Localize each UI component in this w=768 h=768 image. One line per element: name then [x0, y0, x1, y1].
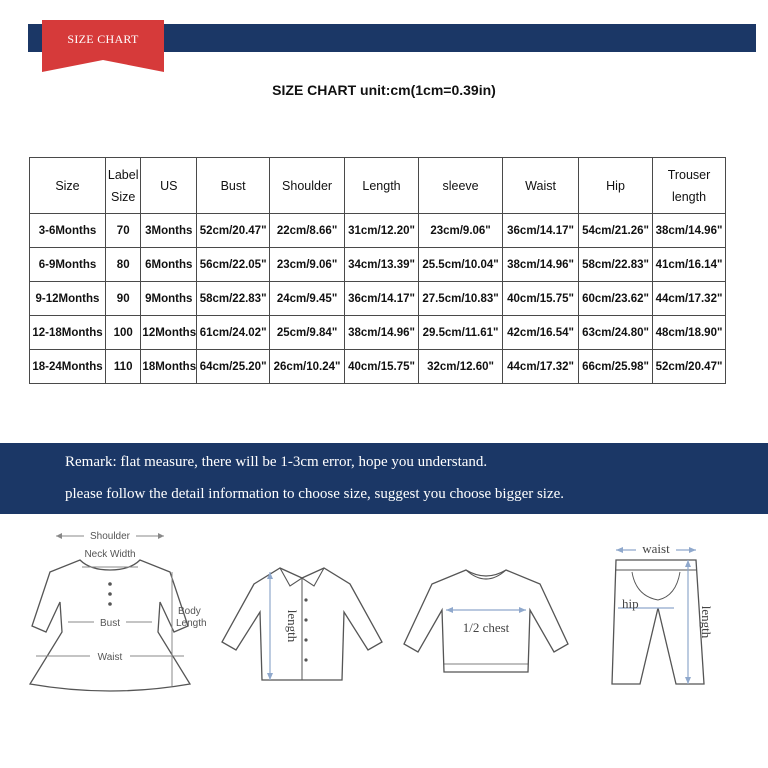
- table-cell: 24cm/9.45": [270, 282, 345, 316]
- pants-illustration: [596, 536, 726, 692]
- size-chart-ribbon: [42, 20, 164, 58]
- shirt-length-label: length: [285, 609, 300, 643]
- table-cell: 48cm/18.90": [653, 316, 726, 350]
- table-cell: 6-9Months: [30, 248, 106, 282]
- table-cell: 38cm/14.96": [345, 316, 419, 350]
- chart-title: SIZE CHART unit:cm(1cm=0.39in): [272, 82, 496, 98]
- table-cell: 12Months: [141, 316, 197, 350]
- table-cell: 38cm/14.96": [653, 214, 726, 248]
- pants-waist-label: waist: [642, 541, 670, 556]
- pants-diagram: [596, 536, 726, 692]
- table-row: [30, 282, 726, 316]
- table-cell: 34cm/13.39": [345, 248, 419, 282]
- header-label-size: Label Size: [105, 158, 140, 214]
- table-row: [30, 350, 726, 384]
- header-waist: Waist: [503, 158, 579, 214]
- table-cell: 9Months: [141, 282, 197, 316]
- ribbon-tail-shape: [42, 56, 164, 72]
- table-cell: 80: [105, 248, 140, 282]
- table-cell: 6Months: [141, 248, 197, 282]
- header-length: Length: [345, 158, 419, 214]
- table-cell: 42cm/16.54": [503, 316, 579, 350]
- shirt-illustration: [218, 556, 386, 686]
- table-cell: 18-24Months: [30, 350, 106, 384]
- header-trouser-length: Trouser length: [653, 158, 726, 214]
- sweater-chest-label: 1/2 chest: [462, 620, 510, 635]
- dress-length-label: Length: [176, 618, 207, 629]
- table-cell: 3Months: [141, 214, 197, 248]
- table-cell: 23cm/9.06": [270, 248, 345, 282]
- table-cell: 61cm/24.02": [197, 316, 270, 350]
- header-us: US: [141, 158, 197, 214]
- table-cell: 36cm/14.17": [503, 214, 579, 248]
- table-row: [30, 248, 726, 282]
- remark-line-1: Remark: flat measure, there will be 1-3cm error, hope you understand.: [65, 454, 488, 470]
- table-cell: 90: [105, 282, 140, 316]
- pants-hip-label: hip: [622, 596, 639, 611]
- dress-illustration: [20, 524, 207, 704]
- table-cell: 9-12Months: [30, 282, 106, 316]
- table-cell: 52cm/20.47": [653, 350, 726, 384]
- table-cell: 54cm/21.26": [579, 214, 653, 248]
- header-hip: Hip: [579, 158, 653, 214]
- table-cell: 23cm/9.06": [419, 214, 503, 248]
- table-row: [30, 316, 726, 350]
- size-table: [29, 157, 726, 384]
- table-cell: 26cm/10.24": [270, 350, 345, 384]
- remark-line-2: please follow the detail information to choose size, suggest you choose bigger size.: [65, 486, 565, 502]
- shirt-diagram: [218, 556, 386, 686]
- table-cell: 44cm/17.32": [653, 282, 726, 316]
- table-cell: 29.5cm/11.61": [419, 316, 503, 350]
- table-row: [30, 214, 726, 248]
- table-cell: 52cm/20.47": [197, 214, 270, 248]
- table-cell: 58cm/22.83": [197, 282, 270, 316]
- dress-bust-label: Bust: [99, 618, 121, 629]
- table-cell: 44cm/17.32": [503, 350, 579, 384]
- dress-waist-label: Waist: [97, 652, 123, 663]
- table-cell: 40cm/15.75": [503, 282, 579, 316]
- table-cell: 60cm/23.62": [579, 282, 653, 316]
- table-cell: 110: [105, 350, 140, 384]
- pants-length-label: length: [699, 605, 714, 639]
- table-cell: 18Months: [141, 350, 197, 384]
- table-cell: 27.5cm/10.83": [419, 282, 503, 316]
- table-cell: 56cm/22.05": [197, 248, 270, 282]
- table-cell: 40cm/15.75": [345, 350, 419, 384]
- header-shoulder: Shoulder: [270, 158, 345, 214]
- table-cell: 36cm/14.17": [345, 282, 419, 316]
- ribbon-label: SIZE CHART: [67, 31, 139, 46]
- dress-neck-width-label: Neck Width: [84, 549, 136, 560]
- remark-band: [0, 443, 768, 514]
- table-cell: 100: [105, 316, 140, 350]
- table-cell: 32cm/12.60": [419, 350, 503, 384]
- table-cell: 66cm/25.98": [579, 350, 653, 384]
- table-cell: 58cm/22.83": [579, 248, 653, 282]
- table-cell: 63cm/24.80": [579, 316, 653, 350]
- table-cell: 38cm/14.96": [503, 248, 579, 282]
- dress-diagram: [20, 524, 207, 704]
- header-sleeve: sleeve: [419, 158, 503, 214]
- sweater-diagram: [400, 562, 572, 678]
- table-header-row: [30, 158, 726, 214]
- table-cell: 22cm/8.66": [270, 214, 345, 248]
- table-cell: 64cm/25.20": [197, 350, 270, 384]
- sweater-illustration: [400, 562, 572, 678]
- table-cell: 12-18Months: [30, 316, 106, 350]
- table-cell: 25cm/9.84": [270, 316, 345, 350]
- table-cell: 3-6Months: [30, 214, 106, 248]
- dress-shoulder-label: Shoulder: [89, 531, 131, 542]
- header-size: Size: [30, 158, 106, 214]
- table-cell: 31cm/12.20": [345, 214, 419, 248]
- table-cell: 41cm/16.14": [653, 248, 726, 282]
- table-cell: 70: [105, 214, 140, 248]
- table-cell: 25.5cm/10.04": [419, 248, 503, 282]
- header-bust: Bust: [197, 158, 270, 214]
- dress-body-label: Body: [178, 606, 201, 617]
